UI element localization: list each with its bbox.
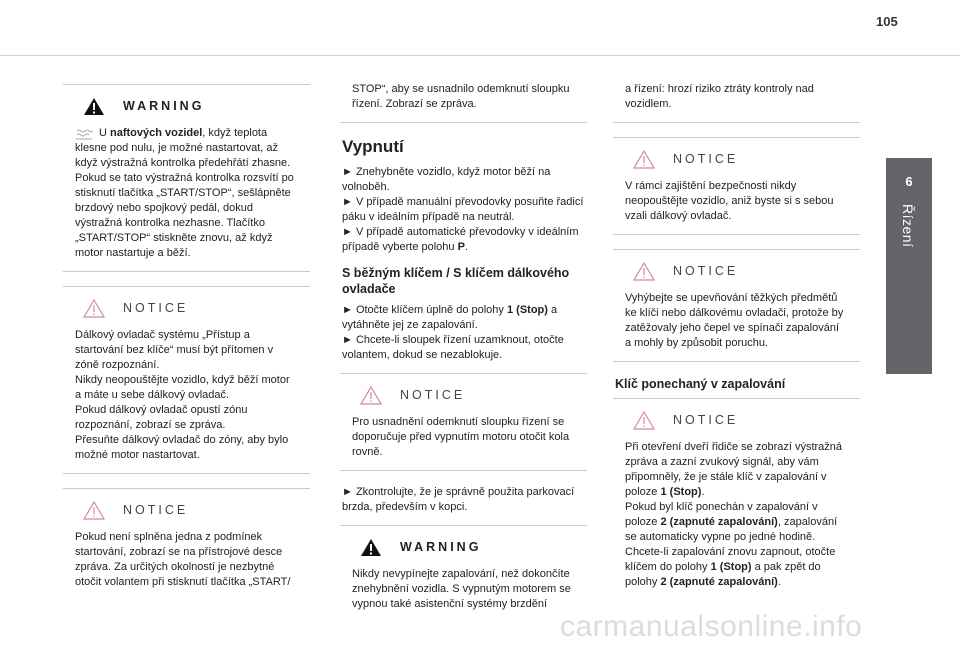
steps-list: [342, 165, 587, 255]
notice-box-keyless: [63, 286, 310, 474]
section-heading: Vypnutí: [342, 137, 404, 156]
warning-header: [75, 93, 298, 126]
text-span: ► V případě automatické převodovky v ideálním případě vyberte polohu: [342, 226, 579, 253]
notice-para-4: Přesuňte dálkový ovladač do zóny, aby bylo možné motor nastartovat.: [75, 434, 289, 461]
step-2: ► V případě manuální převodovky posuňte řadicí páku v ideálním případě na neutrál.: [342, 196, 584, 223]
text-span: .: [777, 576, 781, 588]
text-span: , když teplota klesne pod nulu, je možné nastartovat, až když výstražná kontrolka předehřátí zhasne.: [75, 127, 291, 169]
notice-title: NOTICE: [123, 503, 189, 517]
text-span: U: [99, 127, 110, 139]
text-span: , zapalování se automaticky vypne po jedné hodině.: [625, 516, 838, 543]
text-span: a pak zpět do polohy: [625, 561, 821, 588]
warning-para-1: Nikdy nevypínejte zapalování, než dokončíte znehybnění vozidla. S vypnutým motorem se vypnou také asistenční systémy brzdění: [352, 568, 571, 610]
notice-triangle-icon: [633, 262, 655, 281]
warning-triangle-icon: [360, 538, 382, 557]
column-1: [63, 84, 310, 614]
warning-box-diesel: [63, 84, 310, 272]
notice-para-1: V rámci zajištění bezpečnosti nikdy neopouštějte vozidlo, aniž byste si s sebou vzali dálkový ovladač.: [625, 180, 834, 222]
warning-title: WARNING: [123, 99, 205, 113]
warning-triangle-icon: [83, 97, 105, 116]
continuation-text: a řízení: hrozí riziko ztráty kontroly nad vozidlem.: [625, 83, 814, 110]
page-number: 105: [876, 14, 898, 29]
warning-box-ignition: [340, 525, 587, 622]
chapter-tab[interactable]: [886, 158, 932, 374]
notice-para-2: [625, 500, 848, 545]
chapter-number: 6: [905, 174, 913, 189]
warning-text: [75, 126, 298, 261]
notice-triangle-icon: [83, 501, 105, 520]
notice-box-heavy-objects: [613, 249, 860, 362]
bold-span: naftových vozidel: [110, 127, 203, 139]
key-steps: [342, 303, 587, 363]
notice-triangle-icon: [633, 150, 655, 169]
bold-span: 2 (zapnuté zapalování): [660, 576, 778, 588]
bold-span: 1 (Stop): [710, 561, 752, 573]
text-span: Při otevření dveří řidiče se zobrazí výstražná zpráva a zazní zvukový signál, aby vám připomněly, že je stále klíč v zapalování v poloze: [625, 441, 843, 498]
text-span: .: [464, 241, 468, 253]
notice-para-1: [625, 440, 848, 500]
notice-title: NOTICE: [673, 413, 739, 427]
notice-title: NOTICE: [673, 264, 739, 278]
glow-plug-icon: [75, 128, 93, 140]
notice-para-2: Nikdy neopouštějte vozidlo, když běží motor a máte u sebe dálkový ovladač.: [75, 374, 290, 401]
chapter-title: Řízení: [900, 204, 916, 248]
key-step-1: [342, 303, 587, 333]
notice-para-3: [625, 545, 848, 590]
warning-continuation: [613, 72, 860, 123]
notice-para-1: Pro usnadnění odemknutí sloupku řízení se doporučuje před vypnutím motoru otočit kola rovně.: [352, 416, 570, 458]
notice-box-remote: [613, 137, 860, 235]
notice-triangle-icon: [83, 299, 105, 318]
notice-title: NOTICE: [673, 152, 739, 166]
notice-header: [625, 407, 848, 440]
notice-triangle-icon: [633, 411, 655, 430]
notice-title: NOTICE: [400, 388, 466, 402]
warning-header: [352, 534, 575, 567]
notice-para-1: Vyhýbejte se upevňování těžkých předmětů ke klíči nebo dálkovému ovladači, protože by zatěžovaly jeho čepel ve spínači zapalování a mohly by způsobit poruchu.: [625, 292, 844, 349]
step-1: ► Znehybněte vozidlo, když motor běží na volnoběh.: [342, 166, 551, 193]
column-3: [613, 72, 860, 614]
text-span: a vytáhněte jej ze zapalování.: [342, 304, 558, 331]
notice-para-1: Pokud není splněna jedna z podmínek startování, zobrazí se na přístrojové desce zpráva. Za určitých okolností je nezbytné otočit volantem při stisknutí tlačítka „START/: [75, 531, 291, 588]
watermark: carmanualsonline.info: [560, 610, 863, 643]
text-span: Pokud byl klíč ponechán v zapalování v poloze: [625, 501, 818, 528]
warning-para-2: Pokud se tato výstražná kontrolka rozsvítí po stisknutí tlačítka „START/STOP“, sešlápněte brzdový nebo spojkový pedál, dokud výstražná kontrolka nezhasne. Tlačítko „START/STOP“ stiskněte znovu, až když motor nastartuje a běží.: [75, 172, 294, 259]
column-2: [340, 72, 587, 636]
notice-header: [75, 295, 298, 328]
notice-triangle-icon: [360, 386, 382, 405]
bold-span: 2 (zapnuté zapalování): [660, 516, 778, 528]
text-span: .: [701, 486, 705, 498]
notice-header: [625, 146, 848, 179]
notice-box-start-conditions: [63, 488, 310, 600]
key-step-2: ► Chcete-li sloupek řízení uzamknout, otočte volantem, dokud se nezablokuje.: [342, 334, 564, 361]
notice-continuation: [340, 72, 587, 123]
subsection-heading: S běžným klíčem / S klíčem dálkového ovladače: [342, 266, 570, 296]
parking-brake-step: ► Zkontrolujte, že je správně použita parkovací brzda, především v kopci.: [342, 486, 575, 513]
notice-title: NOTICE: [123, 301, 189, 315]
notice-box-wheels: [340, 373, 587, 471]
notice-header: [625, 258, 848, 291]
continuation-text: STOP“, aby se usnadnilo odemknutí sloupku řízení. Zobrazí se zpráva.: [352, 83, 570, 110]
text-span: Chcete-li zapalování znovu zapnout, otočte klíčem do polohy: [625, 546, 836, 573]
bold-span: 1 (Stop): [660, 486, 702, 498]
bold-span: P: [457, 241, 465, 253]
notice-box-key-left: [613, 398, 860, 600]
notice-para-1: Dálkový ovladač systému „Přístup a startování bez klíče“ musí být přítomen v zóně rozpoznání.: [75, 329, 274, 371]
header-rule: [0, 55, 960, 56]
notice-header: [352, 382, 575, 415]
warning-title: WARNING: [400, 540, 482, 554]
text-span: ► Otočte klíčem úplně do polohy: [342, 304, 507, 316]
notice-header: [75, 497, 298, 530]
notice-para-3: Pokud dálkový ovladač opustí zónu rozpoznání, zobrazí se zpráva.: [75, 404, 248, 431]
subsection-heading: Klíč ponechaný v zapalování: [615, 377, 786, 391]
bold-span: 1 (Stop): [506, 304, 548, 316]
step-3: [342, 225, 587, 255]
